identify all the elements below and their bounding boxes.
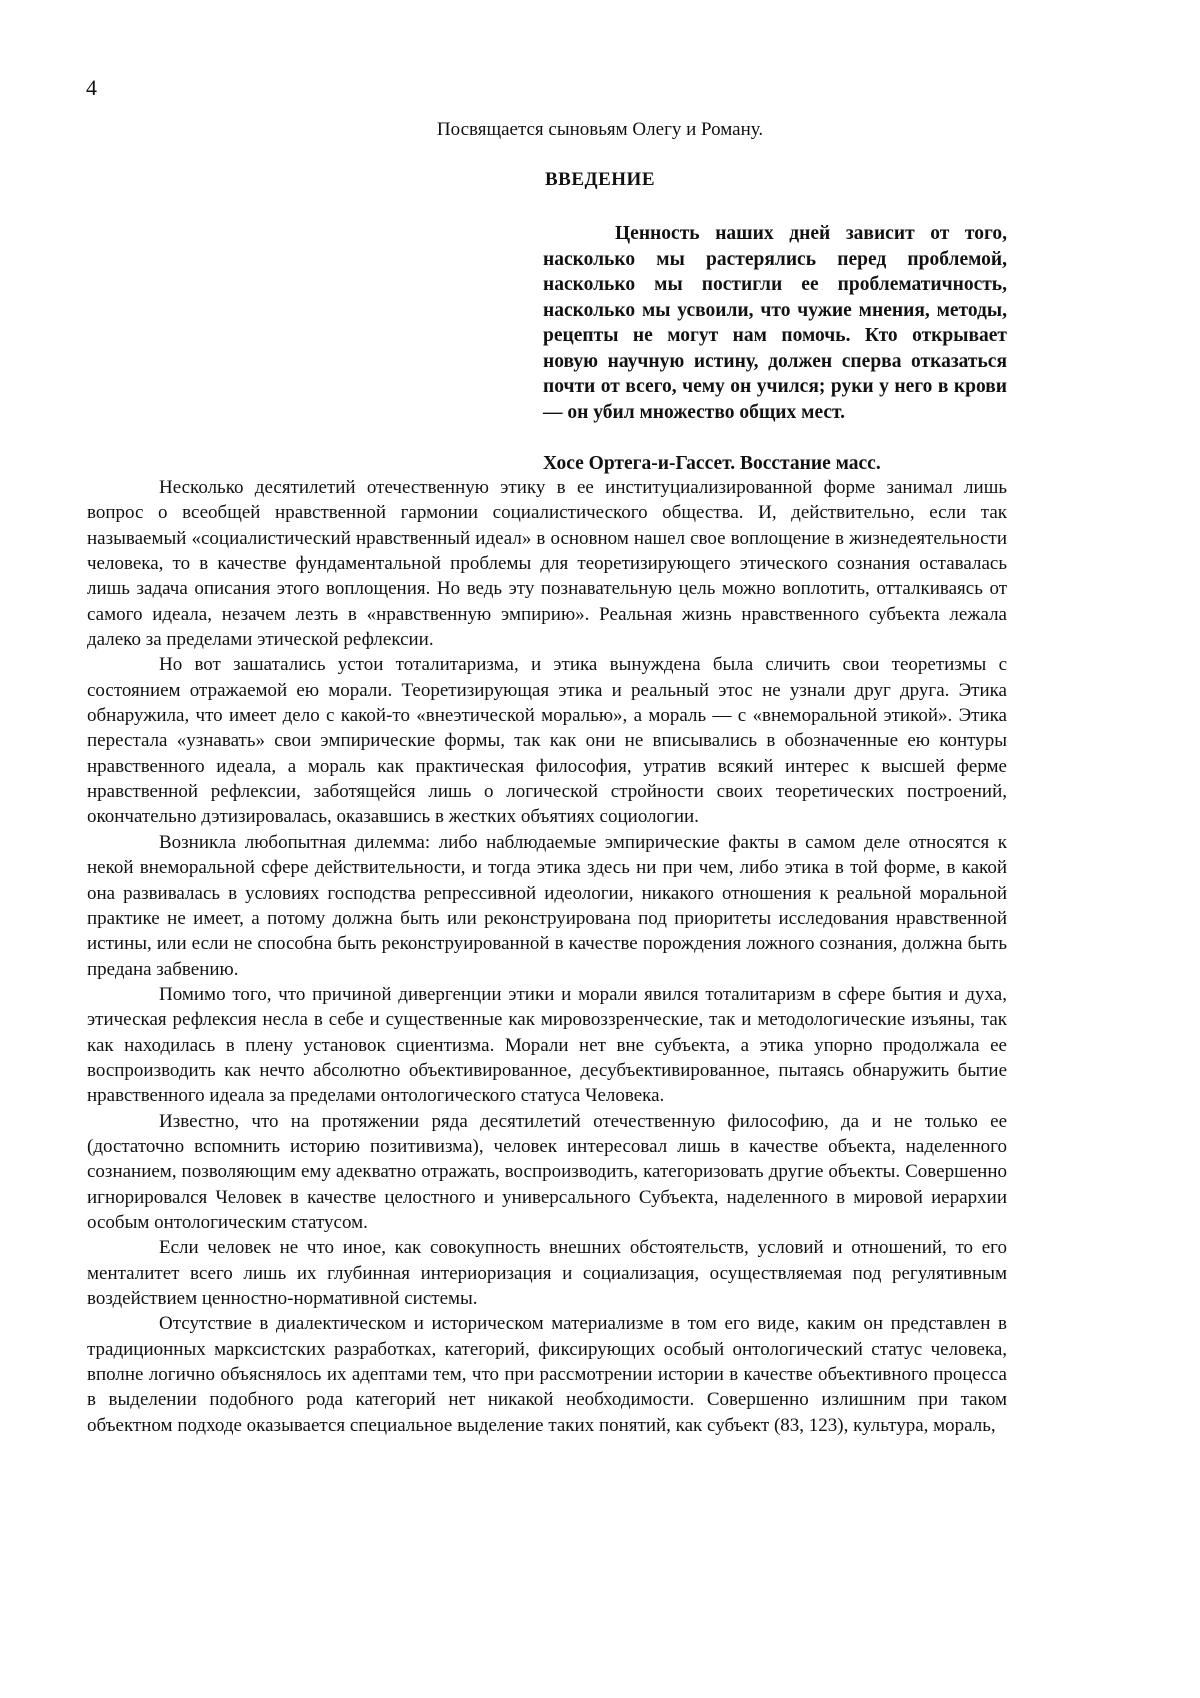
epigraph-source: Хосе Ортега-и-Гассет. Восстание масс. xyxy=(543,453,881,474)
paragraph: Если человек не что иное, как совокупность внешних обстоятельств, условий и отношений, то его менталитет всего лишь их глубинная интериоризация и социализация, осуществляемая под регулятивным воздействием ценностно-нормативной системы. xyxy=(87,1237,1007,1309)
paragraph: Но вот зашатались устои тоталитаризма, и этика вынуждена была сличить свои теоретизмы с состоянием отражаемой ею морали. Теоретизирующая этика и реальный этос не узнали друг друга. Этика обнаружила, что имеет дело с какой-то «внеэтической моралью», а мораль — с «внеморальной этикой». Этика перестала «узнавать» свои эмпирические формы, так как они не вписывались в обозначенные ею контуры нравственного идеала, а мораль как практическая философия, утратив всякий интерес к высшей ферме нравственной рефлексии, заботящейся лишь о логической стройности своих теоретических построений, окончательно дэтизировалась, оказавшись в жестких объятиях социологии. xyxy=(87,654,1007,828)
section-title: ВВЕДЕНИЕ xyxy=(545,169,655,190)
body-text xyxy=(87,475,1007,1438)
paragraph: Отсутствие в диалектическом и историческом материализме в том его виде, каким он представлен в традиционных марксистских разработках, категорий, фиксирующих особый онтологический статус человека, вполне логично объяснялось их адептами тем, что при рассмотрении истории в качестве объективного процесса в выделении подобного рода категорий нет никакой необходимости. Совершенно излишним при таком объектном подходе оказывается специальное выделение таких понятий, как субъект (83, 123), культура, мораль, xyxy=(87,1313,1007,1436)
paragraph: Известно, что на протяжении ряда десятилетий отечественную философию, да и не только ее (достаточно вспомнить историю позитивизма), человек интересовал лишь в качестве объекта, наделенного сознанием, позволяющим ему адекватно отражать, воспроизводить, категоризовать другие объекты. Совершенно игнорировался Человек в качестве целостного и универсального Субъекта, наделенного в мировой иерархии особым онтологическим статусом. xyxy=(87,1110,1007,1233)
page-number: 4 xyxy=(86,75,97,100)
dedication: Посвящается сыновьям Олегу и Роману. xyxy=(436,119,764,140)
epigraph-text: Ценность наших дней зависит от того, насколько мы растерялись перед проблемой, насколько мы постигли ее проблематичность, насколько мы усвоили, что чужие мнения, методы, рецепты не могут нам помочь. Кто открывает новую научную истину, должен сперва отказаться почти от всего, чему он учился; руки у него в крови — он убил множество общих мест. xyxy=(543,223,1007,423)
paragraph: Помимо того, что причиной дивергенции этики и морали явился тоталитаризм в сфере бытия и духа, этическая рефлексия несла в себе и существенные как мировоззренческие, так и методологические изъяны, так как находилась в плену установок сциентизма. Морали нет вне субъекта, а этика упорно продолжала ее воспроизводить как нечто абсолютно объективированное, десубъективированное, пытаясь обнаружить бытие нравственного идеала за пределами онтологического статуса Человека. xyxy=(87,983,1007,1107)
paragraph: Возникла любопытная дилемма: либо наблюдаемые эмпирические факты в самом деле относятся к некой внеморальной сфере действительности, и тогда этика здесь ни при чем, либо этика в той форме, в какой она развивалась в условиях господства репрессивной идеологии, никакого отношения к реальной моральной практике не имеет, а потому должна быть или реконструирована под приоритеты исследования нравственной истины, или если не способна быть реконструированной в качестве порождения ложного сознания, должна быть предана забвению. xyxy=(87,831,1007,980)
paragraph: Несколько десятилетий отечественную этику в ее институциализированной форме занимал лишь вопрос о всеобщей нравственной гармонии социалистического общества. И, действительно, если так называемый «социалистический нравственный идеал» в основном нашел свое воплощение в жизнедеятельности человека, то в качестве фундаментальной проблемы для теоретизирующего этического сознания оставалась лишь задача описания этого воплощения. Но ведь эту познавательную цель можно воплотить, отталкиваясь от самого идеала, незачем лезть в «нравственную эмпирию». Реальная жизнь нравственного субъекта лежала далеко за пределами этической рефлексии. xyxy=(87,477,1007,651)
